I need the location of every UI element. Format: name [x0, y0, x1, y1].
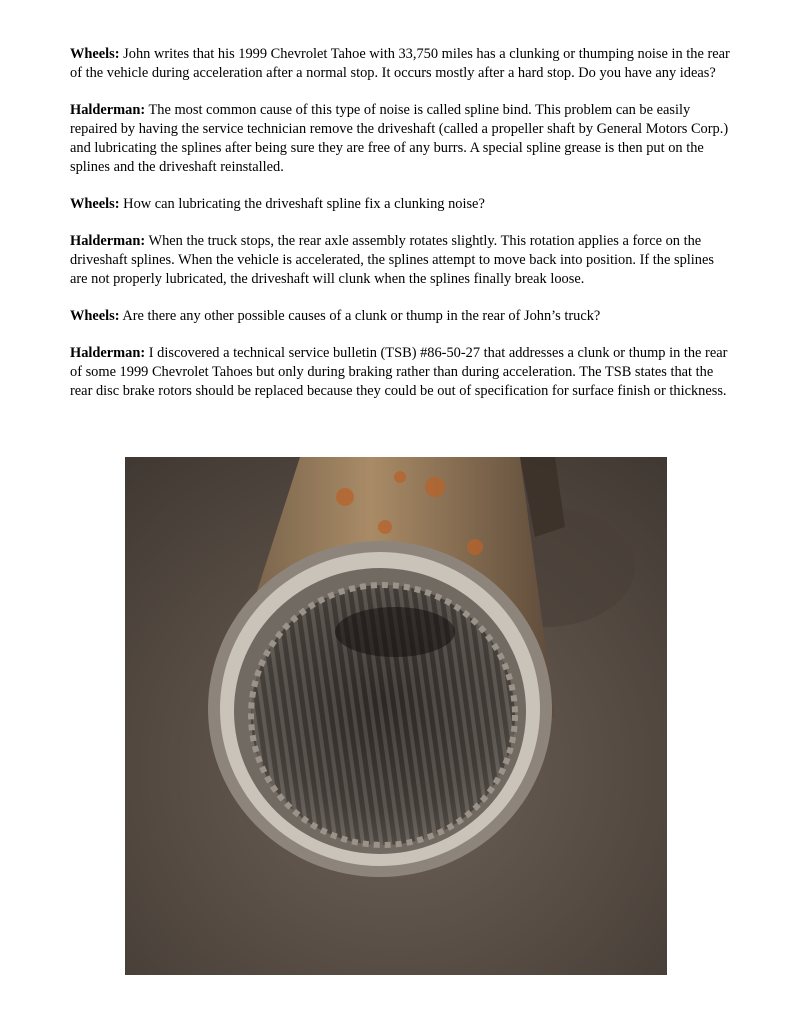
paragraph-text: When the truck stops, the rear axle assembly rotates slightly. This rotation applies a force on the driveshaft splines. When the vehicle is accelerated, the splines attempt to move back into position. If the splines are not properly lubricated, the driveshaft will clunk when the splines finally break loose.: [70, 233, 714, 287]
speaker-label: Halderman:: [70, 233, 146, 249]
speaker-label: Halderman:: [70, 102, 146, 118]
driveshaft-illustration: [125, 457, 667, 975]
paragraph-1: [70, 45, 730, 83]
speaker-label: Wheels:: [70, 308, 120, 324]
speaker-label: Wheels:: [70, 46, 120, 62]
speaker-label: Wheels:: [70, 196, 120, 212]
paragraph-text: Are there any other possible causes of a clunk or thump in the rear of John’s truck?: [122, 308, 601, 324]
paragraph-text: I discovered a technical service bulletin (TSB) #86-50-27 that addresses a clunk or thump in the rear of some 1999 Chevrolet Tahoes but only during braking rather than during acceleration. The TSB states that the rear disc brake rotors should be replaced because they could be out of specification for surface finish or thickness.: [70, 345, 728, 399]
paragraph-text: The most common cause of this type of noise is called spline bind. This problem can be easily repaired by having the service technician remove the driveshaft (called a propeller shaft by General Motors Corp.) and lubricating the splines after being sure they are free of any burrs. A special spline grease is then put on the splines and the driveshaft reinstalled.: [70, 102, 729, 175]
paragraph-3: [70, 195, 730, 214]
paragraph-text: How can lubricating the driveshaft spline fix a clunking noise?: [123, 196, 485, 212]
paragraph-5: [70, 307, 730, 326]
article-text: [70, 45, 730, 419]
paragraph-4: [70, 232, 730, 289]
driveshaft-spline-photo: [125, 457, 667, 975]
speaker-label: Halderman:: [70, 345, 146, 361]
paragraph-text: John writes that his 1999 Chevrolet Tahoe with 33,750 miles has a clunking or thumping noise in the rear of the vehicle during acceleration after a normal stop. It occurs mostly after a hard stop. Do you have any ideas?: [70, 46, 730, 81]
paragraph-6: [70, 344, 730, 401]
paragraph-2: [70, 101, 730, 177]
